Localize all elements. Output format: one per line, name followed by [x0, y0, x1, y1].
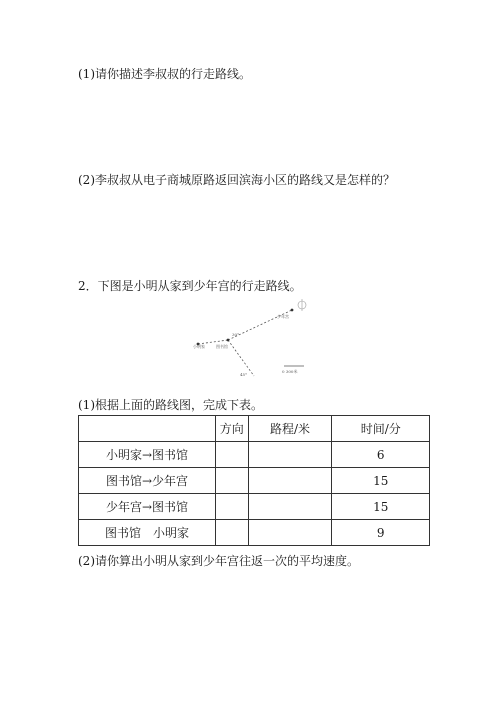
route-library-point	[228, 340, 254, 376]
direction-cell[interactable]	[215, 494, 248, 520]
distance-cell[interactable]	[248, 520, 332, 546]
time-cell: 9	[332, 520, 430, 546]
question-3-text: (2)请你算出小明从家到少年宫往返一次的平均速度。	[78, 554, 360, 568]
map-label-home: 小明家	[193, 344, 205, 349]
route-map	[192, 296, 322, 386]
time-cell: 6	[332, 442, 430, 468]
header-cell-route	[79, 416, 216, 442]
map-label-angle-bottom: 45°	[240, 372, 248, 377]
map-label-library: 图书馆	[216, 344, 228, 349]
route-table	[78, 415, 430, 546]
problem-2-text: 2．下图是小明从家到少年宫的行走路线。	[78, 279, 302, 293]
map-scale-label: 0 300米	[282, 369, 298, 374]
distance-cell[interactable]	[248, 494, 332, 520]
route-cell: 图书馆 小明家	[79, 520, 216, 546]
table-intro-text: (1)根据上面的路线图，完成下表。	[78, 398, 263, 412]
route-cell: 图书馆→少年宫	[79, 468, 216, 494]
question-2-text: (2)李叔叔从电子商城原路返回滨海小区的路线又是怎样的？	[78, 173, 396, 187]
library-point	[227, 339, 230, 342]
table-header-row	[79, 416, 430, 442]
route-cell: 少年宫→图书馆	[79, 494, 216, 520]
time-cell: 15	[332, 468, 430, 494]
table-row	[79, 494, 430, 520]
route-cell: 小明家→图书馆	[79, 442, 216, 468]
table-row	[79, 442, 430, 468]
header-cell-time: 时间/分	[332, 416, 430, 442]
direction-cell[interactable]	[215, 442, 248, 468]
direction-cell[interactable]	[215, 520, 248, 546]
time-cell: 15	[332, 494, 430, 520]
table-row	[79, 520, 430, 546]
map-label-angle-top: 30°	[232, 332, 240, 337]
distance-cell[interactable]	[248, 442, 332, 468]
map-label-palace: 少年宫	[277, 314, 289, 319]
distance-cell[interactable]	[248, 468, 332, 494]
direction-cell[interactable]	[215, 468, 248, 494]
question-1-text: (1)请你描述李叔叔的行走路线。	[78, 67, 251, 81]
header-cell-distance: 路程/米	[248, 416, 332, 442]
header-cell-direction: 方向	[215, 416, 248, 442]
palace-point	[291, 309, 294, 312]
table-row	[79, 468, 430, 494]
compass-icon	[298, 299, 306, 311]
